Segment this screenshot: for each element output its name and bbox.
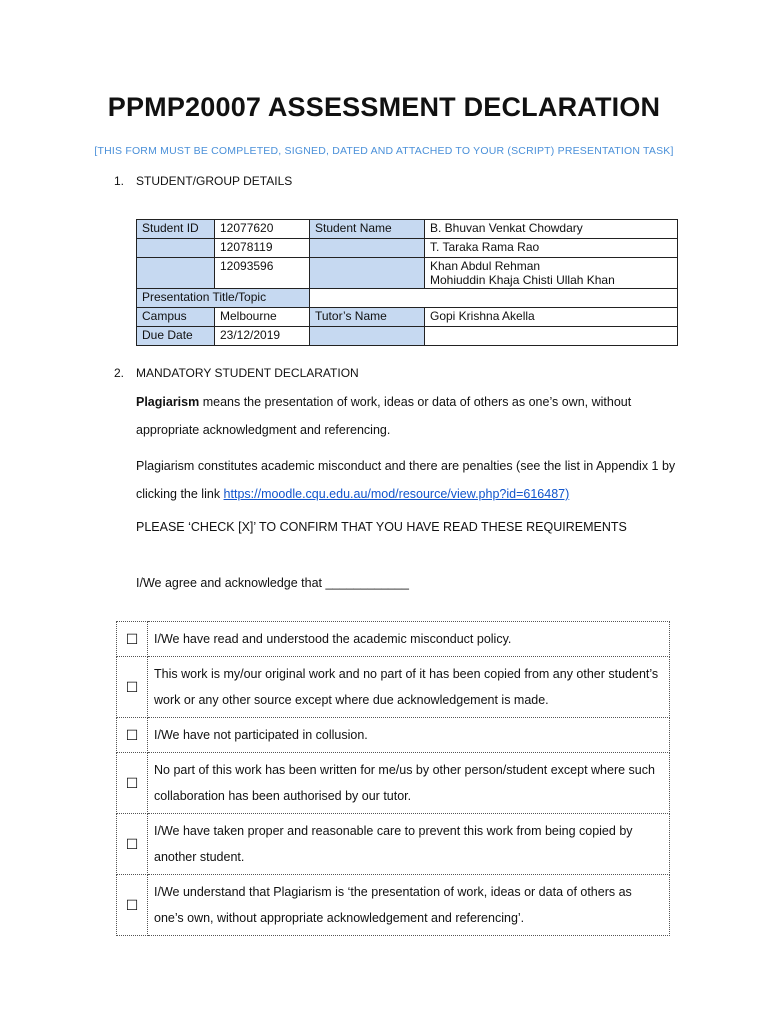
tutor-name-value[interactable]: Gopi Krishna Akella xyxy=(425,308,678,327)
student-name-line: Mohiuddin Khaja Chisti Ullah Khan xyxy=(430,273,615,287)
misconduct-text: Plagiarism constitutes academic misconduct and there are penalties (see the list in Appendix 1 by clicking the link xyxy=(136,459,676,501)
declaration-text: I/We have read and understood the academic misconduct policy. xyxy=(148,622,670,657)
checklist-row xyxy=(117,718,670,753)
instruction-text: [THIS FORM MUST BE COMPLETED, SIGNED, DATED AND ATTACHED TO YOUR (SCRIPT) PRESENTATION TASK] xyxy=(94,145,674,157)
misconduct-paragraph xyxy=(136,452,676,508)
declaration-text: No part of this work has been written for me/us by other person/student except where such collaboration has been authorised by our tutor. xyxy=(148,753,670,814)
due-date-value[interactable]: 23/12/2019 xyxy=(215,327,310,346)
blank-label-cell xyxy=(310,258,425,289)
checkbox[interactable]: ☐ xyxy=(117,622,148,657)
checklist-row xyxy=(117,657,670,718)
checkbox[interactable]: ☐ xyxy=(117,657,148,718)
checkbox[interactable]: ☐ xyxy=(117,753,148,814)
declaration-text: I/We understand that Plagiarism is ‘the presentation of work, ideas or data of others as one’s own, without appropriate acknowledgement and referencing’. xyxy=(148,875,670,936)
section-1-number: 1. xyxy=(114,174,125,188)
appendix-link[interactable]: https://moodle.cqu.edu.au/mod/resource/view.php?id=616487) xyxy=(223,487,570,501)
plagiarism-definition-text: means the presentation of work, ideas or data of others as one’s own, without appropriate acknowledgment and referencing. xyxy=(136,395,632,437)
blank-label-cell xyxy=(137,258,215,289)
declaration-checklist xyxy=(116,621,670,936)
checkbox[interactable]: ☐ xyxy=(117,718,148,753)
student-name-label: Student Name xyxy=(310,220,425,239)
student-name-value[interactable]: B. Bhuvan Venkat Chowdary xyxy=(425,220,678,239)
section-1-heading xyxy=(114,174,292,188)
student-name-line: Khan Abdul Rehman xyxy=(430,259,541,273)
section-1-title: STUDENT/GROUP DETAILS xyxy=(136,174,293,188)
check-prompt: PLEASE ‘CHECK [X]’ TO CONFIRM THAT YOU HAVE READ THESE REQUIREMENTS xyxy=(136,520,627,534)
campus-label: Campus xyxy=(137,308,215,327)
declaration-text: I/We have taken proper and reasonable care to prevent this work from being copied by another student. xyxy=(148,814,670,875)
section-2-heading xyxy=(114,366,359,380)
agree-line: I/We agree and acknowledge that ____________ xyxy=(136,576,409,590)
section-2-number: 2. xyxy=(114,366,125,380)
checklist-row xyxy=(117,753,670,814)
checkbox[interactable]: ☐ xyxy=(117,875,148,936)
tutor-name-label: Tutor’s Name xyxy=(310,308,425,327)
table-row xyxy=(137,327,678,346)
checklist-row xyxy=(117,814,670,875)
campus-value[interactable]: Melbourne xyxy=(215,308,310,327)
presentation-title-label: Presentation Title/Topic xyxy=(137,289,310,308)
table-row xyxy=(137,220,678,239)
blank-label-cell xyxy=(137,239,215,258)
declaration-text: This work is my/our original work and no part of it has been copied from any other student’s work or any other source except where due acknowledgement is made. xyxy=(148,657,670,718)
table-row xyxy=(137,289,678,308)
table-row xyxy=(137,239,678,258)
checklist-row xyxy=(117,622,670,657)
student-id-value[interactable]: 12093596 xyxy=(215,258,310,289)
student-id-label: Student ID xyxy=(137,220,215,239)
presentation-title-value[interactable] xyxy=(310,289,678,308)
student-name-value[interactable]: T. Taraka Rama Rao xyxy=(425,239,678,258)
due-date-label: Due Date xyxy=(137,327,215,346)
blank-label-cell xyxy=(310,327,425,346)
student-id-value[interactable]: 12078119 xyxy=(215,239,310,258)
plagiarism-definition xyxy=(136,388,676,444)
table-row xyxy=(137,308,678,327)
plagiarism-term: Plagiarism xyxy=(136,395,200,409)
checkbox[interactable]: ☐ xyxy=(117,814,148,875)
blank-label-cell xyxy=(310,239,425,258)
table-row xyxy=(137,258,678,289)
blank-value-cell[interactable] xyxy=(425,327,678,346)
section-2-title: MANDATORY STUDENT DECLARATION xyxy=(136,366,359,380)
student-details-table xyxy=(136,219,678,346)
student-name-value[interactable] xyxy=(425,258,678,289)
student-id-value[interactable]: 12077620 xyxy=(215,220,310,239)
checklist-row xyxy=(117,875,670,936)
declaration-text: I/We have not participated in collusion. xyxy=(148,718,670,753)
page-title: PPMP20007 ASSESSMENT DECLARATION xyxy=(107,92,661,122)
